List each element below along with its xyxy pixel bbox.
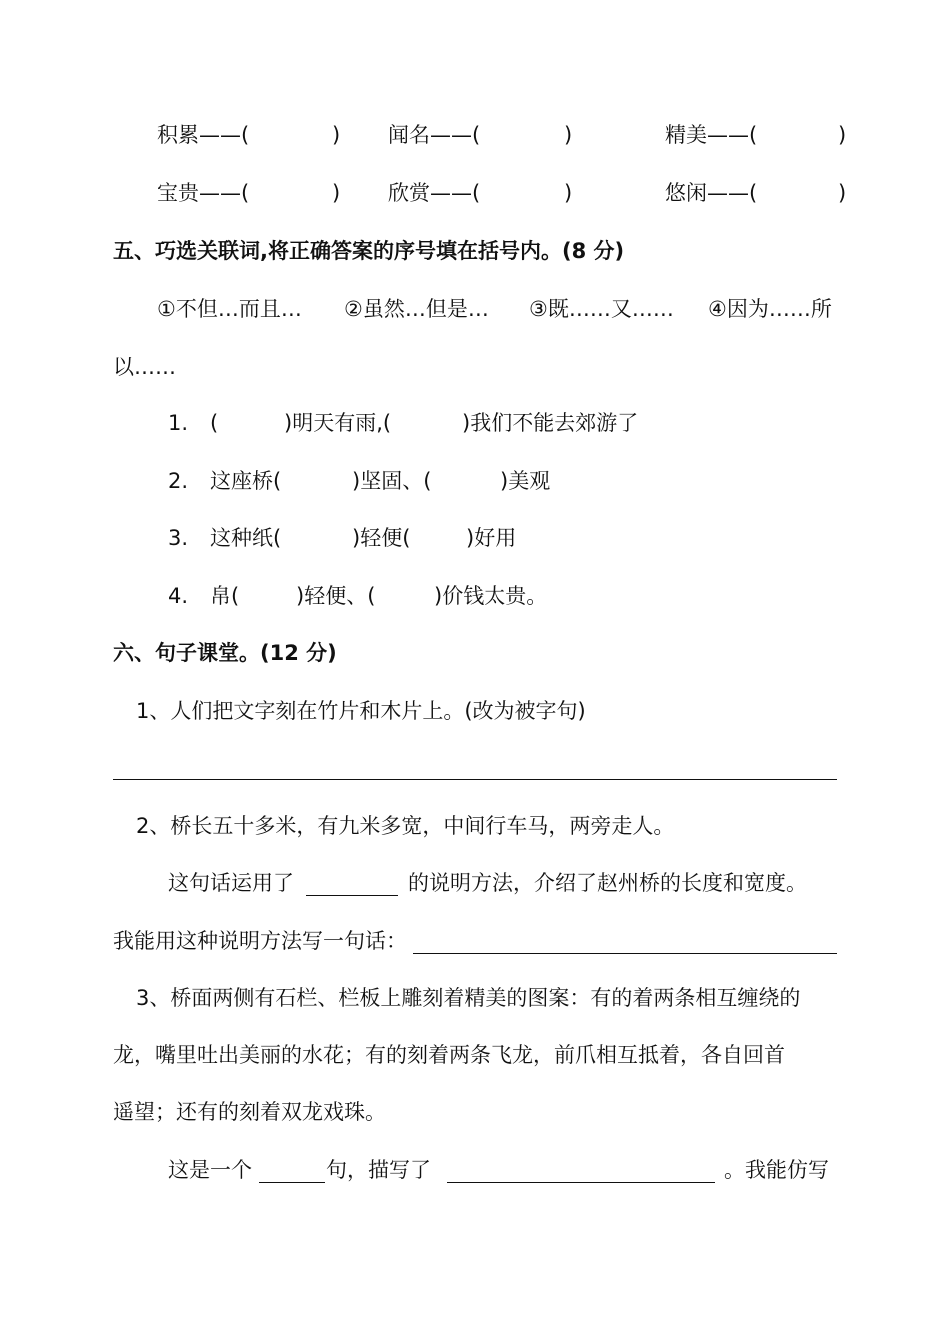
question-3-prompt: 这是一个	[168, 1158, 252, 1182]
conjunction-option: ③既……又……	[529, 297, 674, 321]
vocab-paren-close: )	[564, 181, 573, 205]
answer-line-2[interactable]	[413, 953, 837, 954]
question-2-write-label: 我能用这种说明方法写一句话：	[113, 929, 407, 953]
question-text: )美观	[500, 469, 551, 493]
vocab-word: 悠闲——(	[665, 181, 758, 205]
question-number: 2.	[168, 469, 189, 493]
vocab-word: 欣赏——(	[388, 181, 481, 205]
vocab-paren-close: )	[332, 181, 341, 205]
answer-line-1[interactable]	[113, 779, 837, 780]
question-2-prompt: 这句话运用了	[168, 871, 294, 895]
conjunction-option: ②虽然…但是…	[344, 297, 489, 321]
question-text: )好用	[466, 526, 517, 550]
section-heading-6: 六、句子课堂。(12 分)	[113, 641, 337, 665]
question-number: 3.	[168, 526, 189, 550]
question-3-prompt: 句，描写了	[326, 1158, 431, 1182]
vocab-word: 精美——(	[665, 123, 758, 147]
fill-blank[interactable]	[306, 895, 398, 896]
vocab-word: 积累——(	[157, 123, 250, 147]
question-text: 帛(	[210, 584, 240, 608]
section-heading-5: 五、巧选关联词,将正确答案的序号填在括号内。(8 分)	[113, 239, 625, 263]
question-1-text: 1、人们把文字刻在竹片和木片上。(改为被字句)	[136, 699, 586, 723]
question-3-text: 龙，嘴里吐出美丽的水花；有的刻着两条飞龙，前爪相互抵着，各自回首	[113, 1043, 785, 1067]
question-number: 4.	[168, 584, 189, 608]
question-3-text: 3、桥面两侧有石栏、栏板上雕刻着精美的图案：有的着两条相互缠绕的	[136, 986, 801, 1010]
vocab-paren-close: )	[838, 123, 847, 147]
question-text: (	[210, 411, 219, 435]
question-number: 1.	[168, 411, 189, 435]
question-3-prompt: 。我能仿写	[724, 1158, 829, 1182]
question-text: 这座桥(	[210, 469, 282, 493]
vocab-word: 闻名——(	[388, 123, 481, 147]
fill-blank[interactable]	[259, 1182, 325, 1183]
question-text: )我们不能去郊游了	[462, 411, 639, 435]
vocab-paren-close: )	[332, 123, 341, 147]
question-text: 这种纸(	[210, 526, 282, 550]
conjunction-option: ④因为……所	[708, 297, 832, 321]
question-text: )坚固、(	[352, 469, 432, 493]
question-text: )明天有雨,(	[284, 411, 392, 435]
question-text: )轻便(	[352, 526, 411, 550]
question-2-text: 2、桥长五十多米，有九米多宽，中间行车马，两旁走人。	[136, 814, 675, 838]
conjunction-option: ①不但…而且…	[157, 297, 302, 321]
question-text: )价钱太贵。	[434, 584, 548, 608]
vocab-paren-close: )	[564, 123, 573, 147]
fill-blank[interactable]	[447, 1182, 715, 1183]
conjunction-option-wrap: 以……	[113, 355, 176, 379]
question-3-text: 遥望；还有的刻着双龙戏珠。	[113, 1100, 386, 1124]
question-text: )轻便、(	[296, 584, 376, 608]
vocab-word: 宝贵——(	[157, 181, 250, 205]
question-2-prompt: 的说明方法，介绍了赵州桥的长度和宽度。	[408, 871, 807, 895]
vocab-paren-close: )	[838, 181, 847, 205]
